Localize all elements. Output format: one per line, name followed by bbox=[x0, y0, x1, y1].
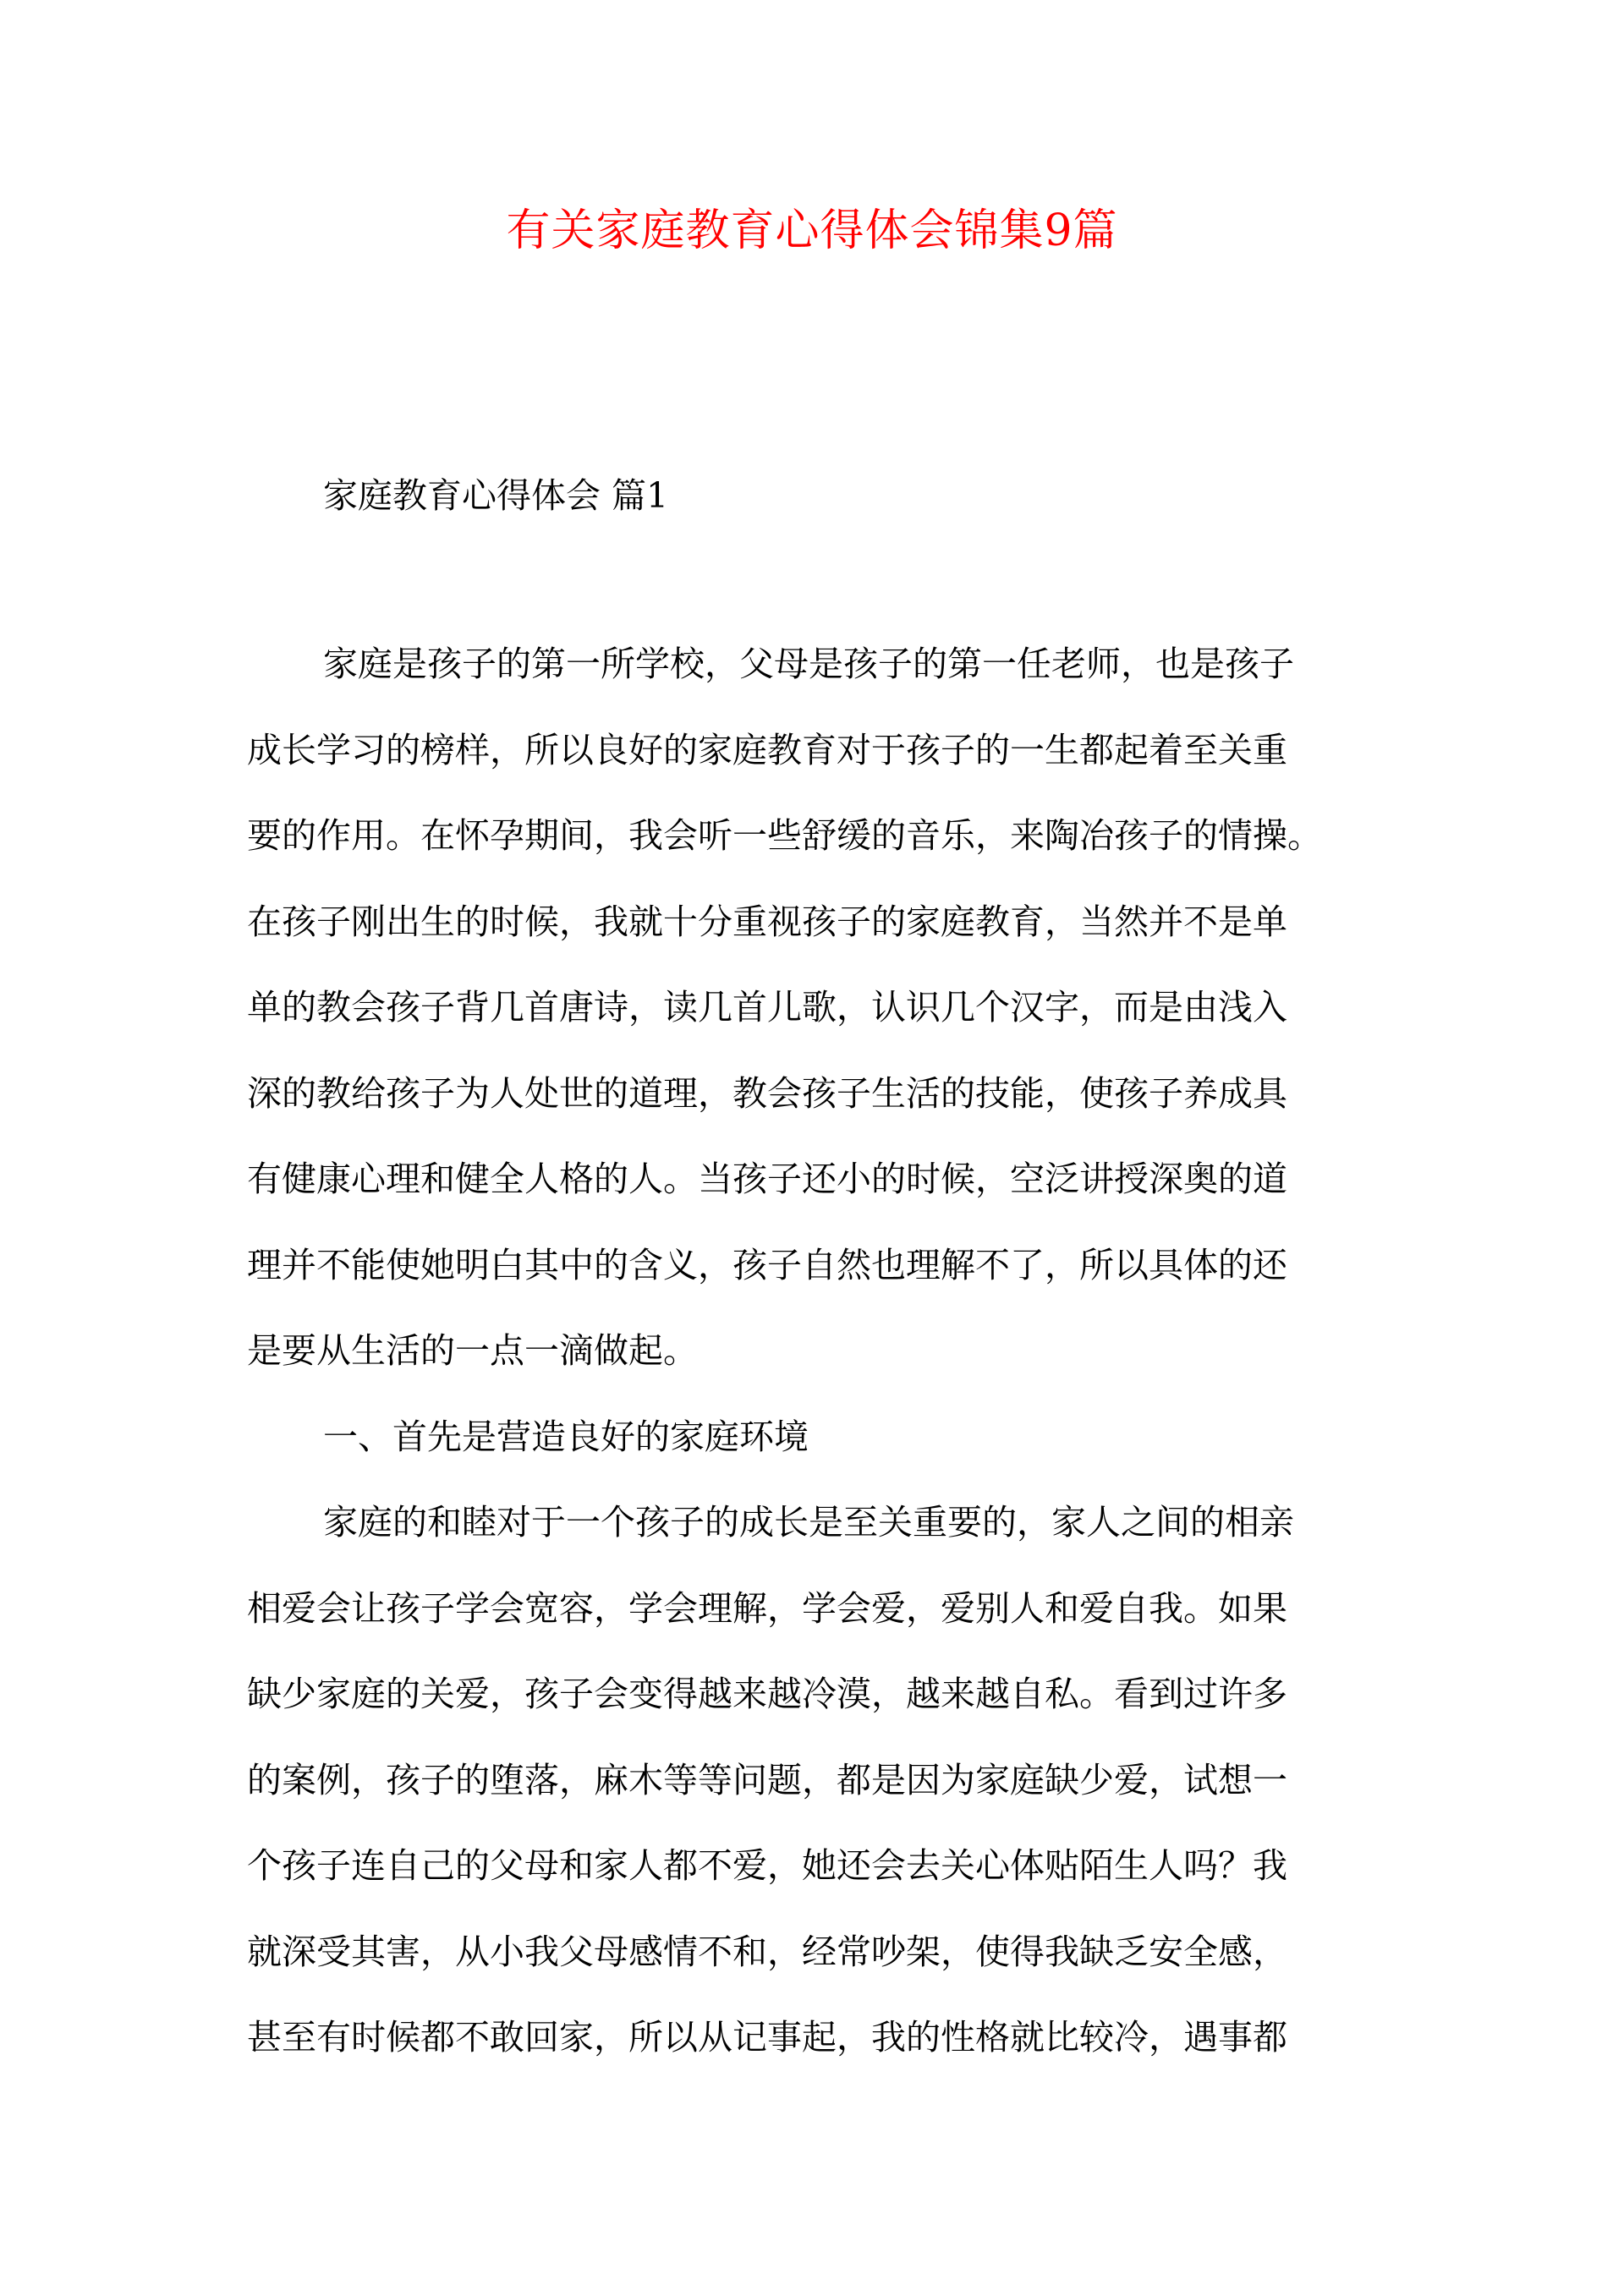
paragraph-line: 有健康心理和健全人格的人。当孩子还小的时候，空泛讲授深奥的道 bbox=[247, 1159, 1287, 1199]
paragraph-line: 家庭是孩子的第一所学校，父母是孩子的第一任老师，也是孩子 bbox=[323, 644, 1294, 684]
paragraph-line: 缺少家庭的关爱，孩子会变得越来越冷漠，越来越自私。看到过许多 bbox=[247, 1674, 1287, 1714]
paragraph-line: 个孩子连自己的父母和家人都不爱，她还会去关心体贴陌生人吗？我 bbox=[247, 1845, 1287, 1886]
paragraph-line: 成长学习的榜样，所以良好的家庭教育对于孩子的一生都起着至关重 bbox=[247, 730, 1287, 770]
paragraph-line: 家庭的和睦对于一个孩子的成长是至关重要的，家人之间的相亲 bbox=[323, 1502, 1294, 1543]
section-heading: 家庭教育心得体会 篇1 bbox=[323, 475, 669, 516]
paragraph-line: 理并不能使她明白其中的含义，孩子自然也理解不了，所以具体的还 bbox=[247, 1245, 1287, 1285]
subsection-heading: 一、首先是营造良好的家庭环境 bbox=[323, 1417, 809, 1457]
paragraph-line: 相爱会让孩子学会宽容，学会理解，学会爱，爱别人和爱自我。如果 bbox=[247, 1588, 1287, 1629]
paragraph-line: 深的教给孩子为人处世的道理，教会孩子生活的技能，使孩子养成具 bbox=[247, 1073, 1287, 1114]
paragraph-line: 就深受其害，从小我父母感情不和，经常吵架，使得我缺乏安全感， bbox=[247, 1932, 1287, 1972]
paragraph-line: 甚至有时候都不敢回家，所以从记事起，我的性格就比较冷，遇事都 bbox=[247, 2017, 1287, 2058]
paragraph-line: 在孩子刚出生的时候，我就十分重视孩子的家庭教育，当然并不是单 bbox=[247, 901, 1287, 942]
paragraph-line: 是要从生活的一点一滴做起。 bbox=[247, 1330, 698, 1371]
paragraph-line: 的案例，孩子的堕落，麻木等等问题，都是因为家庭缺少爱，试想一 bbox=[247, 1760, 1287, 1800]
paragraph-line: 要的作用。在怀孕期间，我会听一些舒缓的音乐，来陶冶孩子的情操。 bbox=[247, 815, 1322, 856]
document-title: 有关家庭教育心得体会锦集9篇 bbox=[506, 205, 1118, 256]
paragraph-line: 单的教会孩子背几首唐诗，读几首儿歌，认识几个汉字，而是由浅入 bbox=[247, 987, 1287, 1027]
